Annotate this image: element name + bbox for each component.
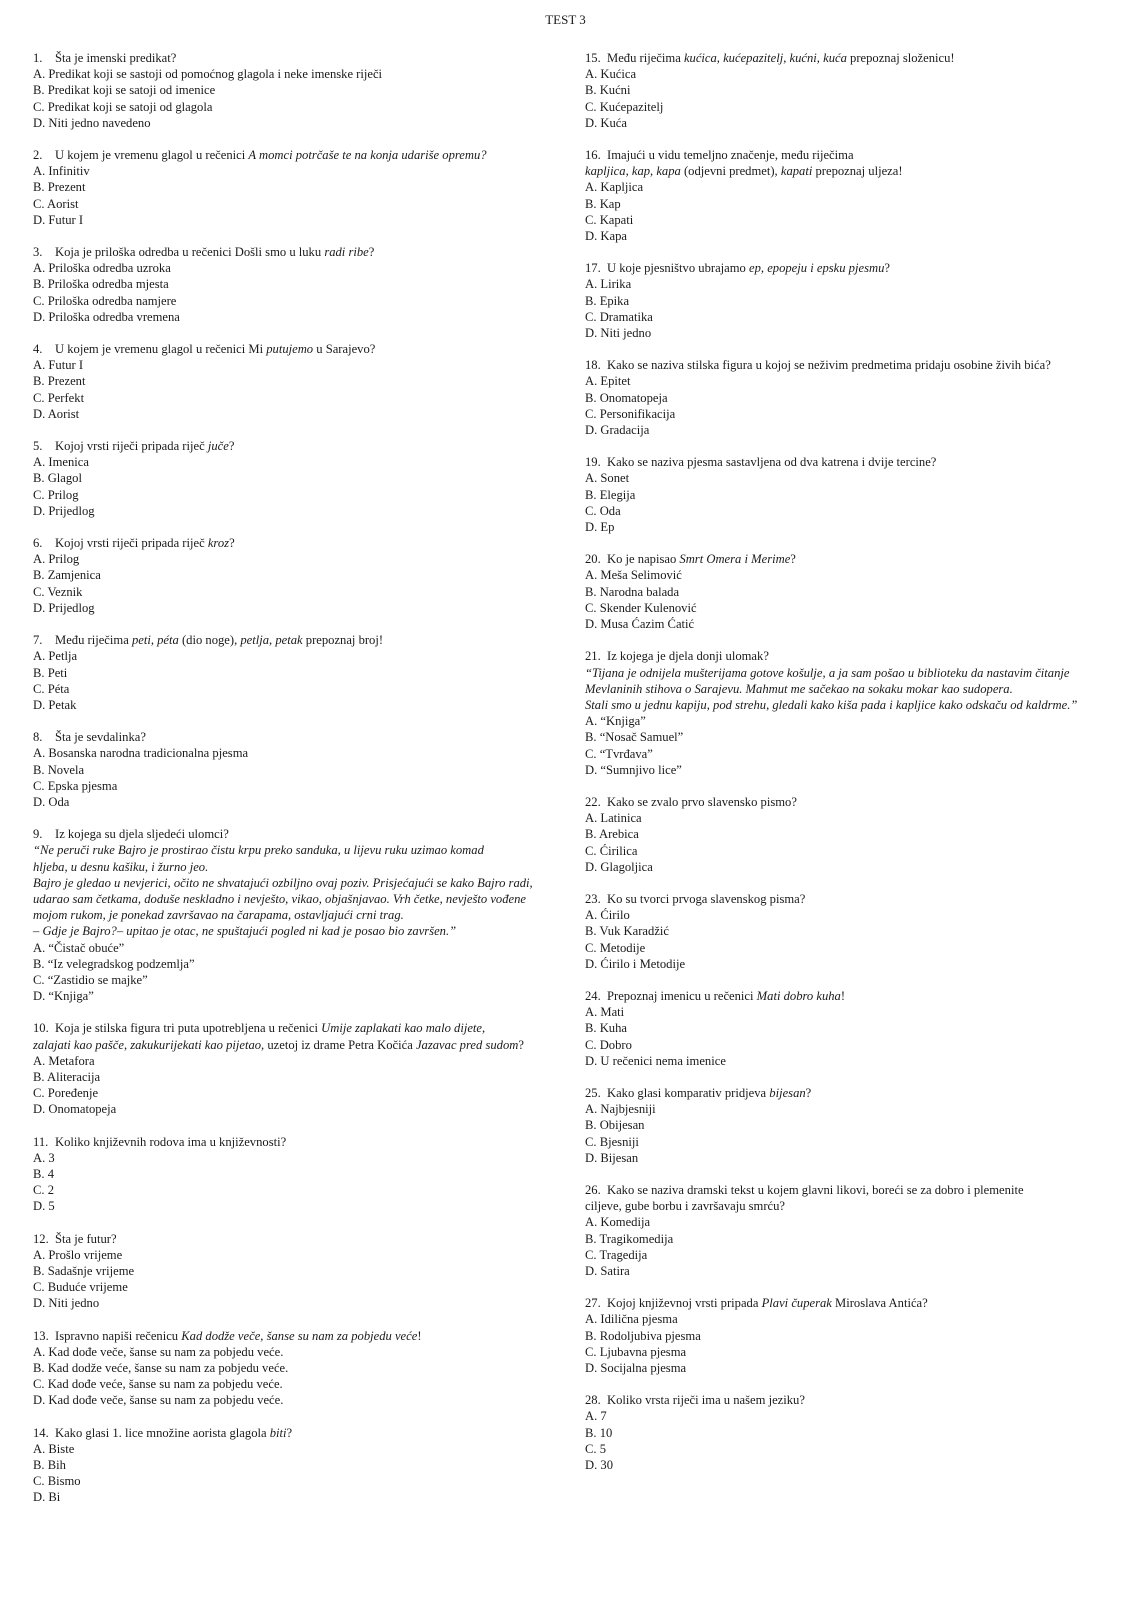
question-line [33, 535, 553, 551]
question-3 [33, 244, 553, 325]
answer-option: C. Oda [585, 503, 621, 518]
question-number: 12. [33, 1231, 49, 1246]
answer-option: B. Bih [33, 1458, 66, 1473]
answer-option: D. Socijalna pjesma [585, 1361, 687, 1376]
answer-option: A. Petlja [33, 649, 78, 664]
question-text: Ko su tvorci prvoga slavenskog pisma? [607, 891, 806, 906]
question-6 [33, 535, 553, 616]
question-italic-text: kapati [780, 164, 813, 179]
question-line [33, 826, 553, 842]
question-14 [33, 1425, 553, 1506]
question-text: Kako glasi komparativ pridjeva [607, 1085, 770, 1100]
question-21 [585, 648, 1120, 778]
question-text: Kako se naziva pjesma sastavljena od dva katrena i dvije tercine? [607, 455, 937, 470]
question-text: ? [228, 439, 235, 454]
answer-option: C. Bismo [33, 1474, 81, 1489]
question-text: Među riječima [607, 51, 684, 65]
answer-option: D. Oda [33, 794, 70, 809]
question-line [33, 50, 553, 66]
answer-option: C. Perfekt [33, 390, 85, 405]
question-number: 27. [585, 1296, 601, 1311]
question-line [585, 260, 1120, 276]
answer-option: A. Futur I [33, 358, 84, 373]
answer-option: D. Aorist [33, 406, 80, 421]
question-19 [585, 454, 1120, 535]
question-text: Miroslava Antića? [831, 1296, 928, 1311]
answer-option: B. Rodoljubiva pjesma [585, 1328, 701, 1343]
question-italic-text: zalajati kao pašče, zakukurijekati kao pijetao, [33, 1037, 265, 1052]
question-italic-text: Smrt Omera i Merime [679, 552, 791, 567]
answer-option: C. Ćirilica [585, 843, 638, 858]
answer-option: B. Novela [33, 762, 85, 777]
answer-option: C. Péta [33, 681, 70, 696]
question-text: Među riječima [55, 633, 132, 648]
answer-option: B. Kad dodže veće, šanse su nam za pobjedu veće. [33, 1361, 289, 1376]
answer-option: C. “Zastidio se majke” [33, 972, 148, 987]
question-number: 26. [585, 1182, 601, 1197]
answer-option: B. Vuk Karadžić [585, 924, 669, 939]
answer-option: B. Aliteracija [33, 1069, 101, 1084]
question-text: U kojem je vremenu glagol u rečenici [55, 148, 249, 163]
answer-option: D. Ćirilo i Metodije [585, 956, 686, 971]
answer-option: A. 7 [585, 1409, 607, 1424]
answer-option: A. Kad dođe veče, šanse su nam za pobjedu veće. [33, 1344, 284, 1359]
answer-option: A. Priloška odredba uzroka [33, 261, 171, 276]
question-italic-text: ep, epopeju i epsku pjesmu [749, 261, 885, 276]
answer-option: C. Aorist [33, 196, 79, 211]
answer-option: C. “Tvrđava” [585, 746, 653, 761]
answer-option: D. Bijesan [585, 1150, 639, 1165]
question-text: Koliko vrsta riječi ima u našem jeziku? [607, 1393, 805, 1408]
answer-option: C. Epska pjesma [33, 778, 118, 793]
question-number: 3. [33, 245, 43, 260]
question-18 [585, 357, 1120, 438]
question-line [585, 1392, 1120, 1408]
question-line [585, 357, 1120, 373]
excerpt-line: “Ne peruči ruke Bajro je prostirao čistu krpu preko sanduka, u lijevu ruku uzimao komad [33, 843, 484, 858]
question-text: ? [790, 552, 796, 567]
question-italic-text: Mati dobro kuha [756, 988, 841, 1003]
question-5 [33, 438, 553, 519]
answer-option: D. Kuća [585, 115, 627, 130]
question-line [33, 1425, 553, 1441]
question-20 [585, 551, 1120, 632]
answer-option: B. 4 [33, 1166, 54, 1181]
question-italic-text: petlja, petak [240, 633, 303, 648]
answer-option: A. Bosanska narodna tradicionalna pjesma [33, 746, 249, 761]
question-text: uzetoj iz drame Petra Kočića [264, 1037, 416, 1052]
question-text: ? [229, 536, 235, 551]
excerpt-line: mojom rukom, je ponekad završavao na čarapama, ostavljajući crni trag. [33, 908, 404, 923]
question-italic-text: A momci potrčaše te na konja udariše opremu? [248, 148, 487, 163]
answer-option: B. Tragikomedija [585, 1231, 674, 1246]
answer-option: B. Sadašnje vrijeme [33, 1264, 135, 1278]
answer-option: D. 5 [33, 1199, 55, 1214]
question-8 [33, 729, 553, 810]
question-4 [33, 341, 553, 422]
question-line [33, 1020, 553, 1036]
question-28 [585, 1392, 1120, 1473]
answer-option: C. Ljubavna pjesma [585, 1344, 687, 1359]
question-10 [33, 1020, 553, 1117]
question-text: prepoznaj složenicu! [846, 51, 955, 65]
answer-option: B. “Nosač Samuel” [585, 730, 684, 745]
answer-option: D. “Knjiga” [33, 989, 94, 1004]
answer-option: B. Epika [585, 293, 630, 308]
question-25 [585, 1085, 1120, 1166]
answer-option: B. Kap [585, 196, 621, 211]
answer-option: A. Kućica [585, 67, 637, 82]
answer-option: D. Kad dođe veče, šanse su nam za pobjedu veće. [33, 1393, 284, 1408]
answer-option: C. Poređenje [33, 1086, 99, 1101]
answer-option: C. Bjesniji [585, 1134, 639, 1149]
question-26 [585, 1182, 1120, 1279]
answer-option: B. “Iz velegradskog podzemlja” [33, 956, 195, 971]
question-line [33, 147, 553, 163]
answer-option: D. 30 [585, 1458, 613, 1473]
question-text: u Sarajevo? [313, 342, 376, 357]
question-text: Koliko književnih rodova ima u književnosti? [55, 1134, 287, 1149]
answer-option: D. Niti jedno [33, 1296, 100, 1311]
question-text: (dio noge), [178, 633, 241, 648]
question-text: Koja je priloška odredba u rečenici Došli smo u luku [55, 245, 325, 260]
answer-option: D. Niti jedno navedeno [33, 115, 151, 130]
question-line [33, 729, 553, 745]
answer-option: B. Predikat koji se satoji od imenice [33, 83, 216, 98]
question-text: ? [518, 1037, 524, 1052]
question-italic-text: biti [269, 1425, 287, 1440]
answer-option: B. Arebica [585, 827, 639, 842]
answer-option: A. Latinica [585, 811, 642, 826]
question-12 [33, 1231, 553, 1312]
answer-option: C. Buduće vrijeme [33, 1280, 128, 1295]
question-1 [33, 50, 553, 131]
question-line [33, 1231, 553, 1247]
page-title: TEST 3 [545, 12, 586, 27]
answer-option: A. Najbjesniji [585, 1102, 656, 1117]
answer-option: C. Veznik [33, 584, 83, 599]
answer-option: A. Predikat koji se sastoji od pomoćnog glagola i neke imenske riječi [33, 67, 383, 82]
question-number: 9. [33, 827, 43, 842]
answer-option: A. Meša Selimović [585, 568, 682, 583]
question-text: U kojem je vremenu glagol u rečenici Mi [55, 342, 267, 357]
left-column [33, 50, 553, 1522]
answer-option: D. “Sumnjivo lice” [585, 762, 682, 777]
question-italic-text: kapljica, kap, kapa [585, 164, 681, 179]
answer-option: C. Personifikacija [585, 406, 676, 421]
answer-option: C. Kapati [585, 212, 634, 227]
answer-option: A. Metafora [33, 1053, 95, 1068]
question-italic-text: Kad dodže veče, šanse su nam za pobjedu veće [181, 1328, 418, 1343]
question-text: ? [805, 1085, 812, 1100]
question-text: (odjevni predmet), [680, 164, 781, 179]
question-number: 11. [33, 1134, 49, 1149]
question-number: 8. [33, 730, 43, 745]
question-line [585, 1295, 1120, 1311]
answer-option: D. Futur I [33, 212, 84, 227]
answer-option: D. Bi [33, 1490, 61, 1505]
question-text: Šta je sevdalinka? [55, 730, 146, 745]
question-text: ? [368, 245, 375, 260]
question-line [585, 147, 1120, 163]
excerpt-line: Stali smo u jednu kapiju, pod strehu, gledali kako kiša pada i kapljice kako odskaču od kaldrme.” [585, 697, 1078, 712]
answer-option: A. Infinitiv [33, 164, 90, 179]
answer-option: B. Peti [33, 665, 68, 680]
question-24 [585, 988, 1120, 1069]
answer-option: C. Kad dođe veće, šanse su nam za pobjedu veće. [33, 1377, 283, 1392]
question-text: Kako se naziva stilska figura u kojoj se neživim predmetima pridaju osobine živih bića? [607, 358, 1051, 373]
answer-option: A. Ćirilo [585, 908, 630, 923]
question-text: Kako se zvalo prvo slavensko pismo? [607, 794, 797, 809]
answer-option: A. Lirika [585, 277, 632, 292]
answer-option: C. Dobro [585, 1037, 632, 1052]
answer-option: C. Priloška odredba namjere [33, 293, 177, 308]
question-number: 19. [585, 455, 601, 470]
question-number: 4. [33, 342, 43, 357]
question-number: 23. [585, 891, 601, 906]
question-text: ? [286, 1425, 293, 1440]
question-line [33, 438, 553, 454]
answer-option: B. Kućni [585, 83, 631, 98]
question-text: ? [884, 261, 890, 276]
question-13 [33, 1328, 553, 1409]
excerpt-line: – Gdje je Bajro?– upitao je otac, ne spuštajući pogled ni kad je posao bio završen.” [33, 924, 457, 939]
question-line [33, 341, 553, 357]
question-2 [33, 147, 553, 228]
question-16 [585, 147, 1120, 244]
question-17 [585, 260, 1120, 341]
answer-option: B. Kuha [585, 1021, 627, 1036]
question-text: U koje pjesništvo ubrajamo [607, 261, 750, 276]
answer-option: A. Sonet [585, 471, 630, 486]
question-line [585, 1182, 1120, 1198]
answer-option: B. Narodna balada [585, 584, 680, 599]
question-italic-text: peti, péta [131, 633, 179, 648]
question-text: Prepoznaj imenicu u rečenici [607, 988, 757, 1003]
excerpt-line: “Tijana je odnijela mušterijama gotove košulje, a ja sam pošao u biblioteku da nastavim čitanje [585, 665, 1070, 680]
answer-option: D. Petak [33, 697, 77, 712]
question-number: 21. [585, 649, 601, 664]
question-15 [585, 50, 1120, 131]
excerpt-line: udarao sam četkama, doduše neskladno i nevješto, vikao, objašnjavao. Vrh četke, nevješto vođene [33, 891, 527, 906]
answer-option: B. Zamjenica [33, 568, 101, 583]
answer-option: D. Priloška odredba vremena [33, 309, 180, 324]
question-number: 17. [585, 261, 601, 276]
question-text: Kojoj vrsti riječi pripada riječ [55, 536, 208, 551]
question-number: 15. [585, 51, 601, 65]
question-11 [33, 1134, 553, 1215]
answer-option: B. 10 [585, 1425, 613, 1440]
question-italic-text: Jazavac pred sudom [415, 1037, 519, 1052]
answer-option: B. Elegija [585, 487, 636, 502]
question-text: Kojoj vrsti riječi pripada riječ [55, 439, 208, 454]
question-text: Koja je stilska figura tri puta upotrebljena u rečenici [55, 1021, 322, 1036]
answer-option: A. Imenica [33, 455, 89, 470]
answer-option: D. Satira [585, 1264, 630, 1278]
question-number: 7. [33, 633, 43, 648]
answer-option: A. “Čistač obuće” [33, 940, 125, 955]
question-number: 10. [33, 1021, 49, 1036]
answer-option: A. Prošlo vrijeme [33, 1247, 123, 1262]
question-italic-text: radi ribe [324, 245, 369, 260]
question-text: ciljeve, gube borbu i završavaju smrću? [585, 1199, 786, 1214]
answer-option: C. Dramatika [585, 309, 653, 324]
answer-option: B. Prezent [33, 374, 86, 389]
answer-option: D. Gradacija [585, 423, 650, 438]
answer-option: B. Onomatopeja [585, 390, 668, 405]
question-line [33, 1134, 553, 1150]
question-text: Kojoj književnoj vrsti pripada [607, 1296, 762, 1311]
question-text: prepoznaj uljeza! [812, 164, 903, 179]
question-22 [585, 794, 1120, 875]
question-line [33, 1037, 553, 1053]
answer-option: B. Priloška odredba mjesta [33, 277, 169, 292]
excerpt-line: Mevlaninih stihova o Sarajevu. Mahmut me sačekao na sokaku mokar kao sudopera. [585, 681, 1013, 696]
question-text: Ispravno napiši rečenicu [55, 1328, 182, 1343]
question-number: 24. [585, 988, 601, 1003]
answer-option: C. 2 [33, 1183, 54, 1198]
answer-option: C. Metodije [585, 940, 646, 955]
question-number: 1. [33, 51, 43, 65]
right-column [585, 50, 1120, 1489]
answer-option: B. Prezent [33, 180, 86, 195]
question-7 [33, 632, 553, 713]
answer-option: D. Onomatopeja [33, 1102, 117, 1117]
question-italic-text: Plavi čuperak [761, 1296, 832, 1311]
question-number: 13. [33, 1328, 49, 1343]
question-line [585, 1085, 1120, 1101]
answer-option: D. Ep [585, 520, 615, 535]
question-line [585, 50, 1120, 66]
question-text: Šta je imenski predikat? [55, 51, 177, 65]
question-number: 2. [33, 148, 43, 163]
question-27 [585, 1295, 1120, 1376]
question-number: 25. [585, 1085, 601, 1100]
question-line [585, 454, 1120, 470]
answer-option: C. Skender Kulenović [585, 600, 697, 615]
answer-option: C. Predikat koji se satoji od glagola [33, 99, 213, 114]
answer-option: A. “Knjiga” [585, 714, 646, 729]
question-line [585, 648, 1120, 664]
question-text: Ko je napisao [607, 552, 680, 567]
answer-option: A. Epitet [585, 374, 631, 389]
answer-option: D. Glagoljica [585, 859, 653, 874]
answer-option: D. Prijedlog [33, 600, 95, 615]
question-text: Kako glasi 1. lice množine aorista glagola [55, 1425, 270, 1440]
question-number: 5. [33, 439, 43, 454]
question-text: Iz kojega je djela donji ulomak? [607, 649, 769, 664]
question-text: Šta je futur? [55, 1231, 117, 1246]
question-text: Iz kojega su djela sljedeći ulomci? [55, 827, 229, 842]
answer-option: D. U rečenici nema imenice [585, 1053, 726, 1068]
question-text: prepoznaj broj! [302, 633, 384, 648]
answer-option: B. Obijesan [585, 1118, 645, 1133]
question-text: ! [840, 988, 846, 1003]
question-number: 28. [585, 1393, 601, 1408]
answer-option: D. Musa Ćazim Ćatić [585, 617, 695, 632]
answer-option: B. Glagol [33, 471, 82, 486]
question-line [585, 988, 1120, 1004]
answer-option: A. Mati [585, 1005, 625, 1020]
answer-option: A. Biste [33, 1441, 75, 1456]
question-line [33, 632, 553, 648]
question-number: 22. [585, 794, 601, 809]
question-italic-text: putujemo [266, 342, 314, 357]
question-italic-text: Umije zaplakati kao malo dijete, [321, 1021, 486, 1036]
question-text: ! [417, 1328, 422, 1343]
answer-option: A. Idilična pjesma [585, 1312, 678, 1327]
answer-option: D. Kapa [585, 229, 627, 244]
question-line [585, 1198, 1120, 1214]
question-23 [585, 891, 1120, 972]
question-9 [33, 826, 553, 1004]
question-number: 20. [585, 552, 601, 567]
answer-option: D. Niti jedno [585, 326, 652, 341]
question-line [33, 1328, 553, 1344]
question-line [585, 163, 1120, 179]
question-italic-text: kućica, kućepazitelj, kućni, kuća [683, 51, 847, 65]
question-number: 16. [585, 148, 601, 163]
question-italic-text: bijesan [769, 1085, 806, 1100]
question-text: Imajući u vidu temeljno značenje, među riječima [607, 148, 854, 163]
excerpt-line: Bajro je gledao u nevjerici, očito ne shvatajući ozbiljno ovaj poziv. Prisjećajući se kako Bajro radi, [33, 875, 533, 890]
question-italic-text: kroz [207, 536, 230, 551]
question-number: 14. [33, 1425, 49, 1440]
question-number: 6. [33, 536, 43, 551]
answer-option: A. 3 [33, 1150, 55, 1165]
answer-option: C. Kućepazitelj [585, 99, 664, 114]
question-italic-text: juče [207, 439, 229, 454]
question-text: Kako se naziva dramski tekst u kojem glavni likovi, boreći se za dobro i plemenite [607, 1182, 1024, 1197]
answer-option: D. Prijedlog [33, 503, 95, 518]
answer-option: C. Tragedija [585, 1247, 648, 1262]
excerpt-line: hljeba, u desnu kašiku, i žurno jeo. [33, 859, 209, 874]
question-number: 18. [585, 358, 601, 373]
question-line [585, 794, 1120, 810]
question-line [585, 891, 1120, 907]
question-line [33, 244, 553, 260]
answer-option: C. 5 [585, 1441, 606, 1456]
question-line [585, 551, 1120, 567]
answer-option: C. Prilog [33, 487, 79, 502]
answer-option: A. Kapljica [585, 180, 644, 195]
answer-option: A. Prilog [33, 552, 80, 567]
answer-option: A. Komedija [585, 1215, 651, 1230]
